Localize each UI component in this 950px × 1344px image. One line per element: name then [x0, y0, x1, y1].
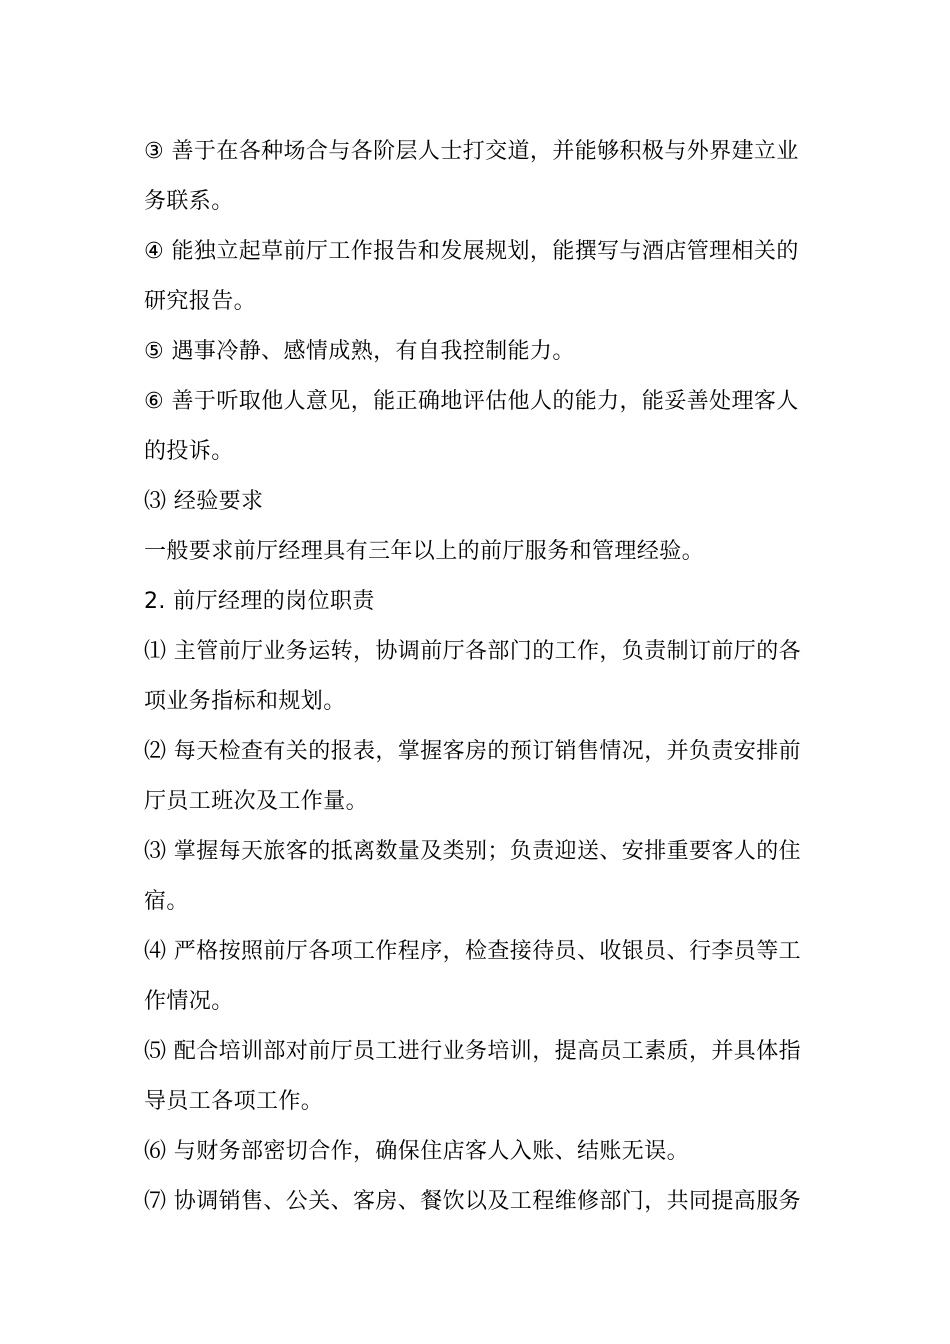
paragraph-ability-6: ⑥ 善于听取他人意见，能正确地评估他人的能力，能妥善处理客人的投诉。 [144, 389, 799, 464]
paragraph-duty-5: ⑸ 配合培训部对前厅员工进行业务培训，提高员工素质，并具体指导员工各项工作。 [144, 1039, 801, 1114]
paragraph-duty-1: ⑴ 主管前厅业务运转，协调前厅各部门的工作，负责制订前厅的各项业务指标和规划。 [144, 639, 801, 714]
paragraph-ability-3: ③ 善于在各种场合与各阶层人士打交道，并能够积极与外界建立业务联系。 [144, 139, 799, 214]
heading-duties: 2. 前厅经理的岗位职责 [144, 589, 375, 614]
paragraph-ability-5: ⑤ 遇事冷静、感情成熟，有自我控制能力。 [144, 339, 575, 364]
paragraph-duty-7: ⑺ 协调销售、公关、客房、餐饮以及工程维修部门，共同提高服务 [144, 1189, 801, 1214]
paragraph-duty-6: ⑹ 与财务部密切合作，确保住店客人入账、结账无误。 [144, 1139, 689, 1164]
document-body [144, 127, 810, 1227]
paragraph-experience: 一般要求前厅经理具有三年以上的前厅服务和管理经验。 [144, 539, 705, 564]
paragraph-ability-4: ④ 能独立起草前厅工作报告和发展规划，能撰写与酒店管理相关的研究报告。 [144, 239, 799, 314]
heading-experience: ⑶ 经验要求 [144, 489, 264, 514]
paragraph-duty-4: ⑷ 严格按照前厅各项工作程序，检查接待员、收银员、行李员等工作情况。 [144, 939, 801, 1014]
paragraph-duty-3: ⑶ 掌握每天旅客的抵离数量及类别；负责迎送、安排重要客人的住宿。 [144, 839, 801, 914]
paragraph-duty-2: ⑵ 每天检查有关的报表，掌握客房的预订销售情况，并负责安排前厅员工班次及工作量。 [144, 739, 801, 814]
